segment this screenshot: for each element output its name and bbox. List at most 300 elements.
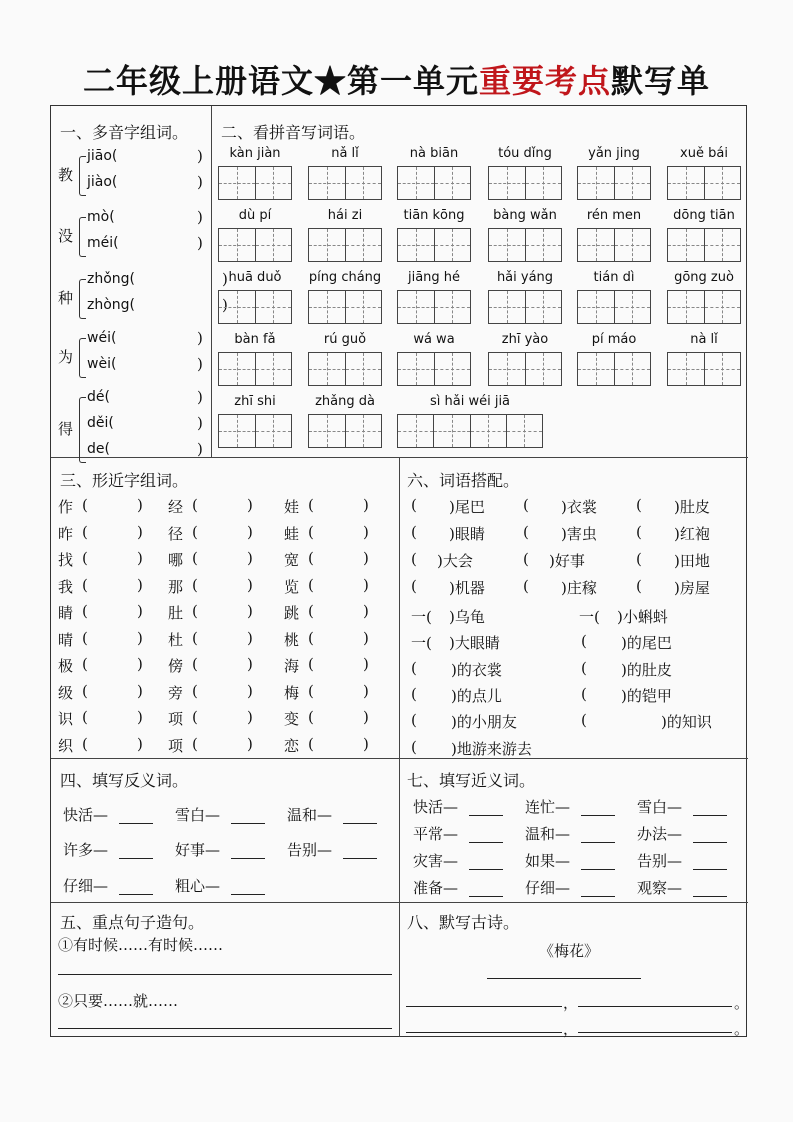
answer-blank[interactable]: [343, 858, 377, 859]
close-paren: ): [197, 440, 203, 458]
similar-char: 跳: [284, 604, 300, 622]
writing-grid[interactable]: [218, 228, 292, 262]
pinyin-label: gōng zuò: [674, 270, 734, 285]
similar-char: 我: [58, 577, 74, 596]
grid-cell[interactable]: [398, 291, 434, 323]
writing-grid[interactable]: [218, 290, 292, 324]
poem-line[interactable]: [406, 1006, 562, 1007]
open-paren: (: [308, 708, 314, 726]
answer-blank[interactable]: [119, 894, 153, 895]
answer-line[interactable]: [58, 1028, 392, 1029]
answer-line[interactable]: [58, 974, 392, 975]
antonym-word: 好事—: [175, 841, 221, 859]
open-paren: (: [523, 550, 529, 568]
grid-cell[interactable]: [219, 167, 255, 199]
open-paren: (: [308, 628, 314, 647]
close-paren: ): [247, 708, 253, 726]
grid-cell[interactable]: [506, 415, 542, 447]
match-word: )大会: [437, 552, 473, 570]
writing-grid[interactable]: [397, 290, 471, 324]
open-paren: (: [581, 684, 587, 703]
antonym-word: 许多—: [63, 841, 109, 859]
answer-blank[interactable]: [581, 815, 615, 816]
close-paren: ): [363, 708, 369, 726]
grid-cell[interactable]: [345, 415, 382, 447]
grid-cell[interactable]: [614, 167, 651, 199]
match-word: )庄稼: [561, 579, 597, 597]
open-paren: (: [82, 549, 88, 567]
answer-blank[interactable]: [469, 896, 503, 897]
similar-char: 宽: [284, 551, 300, 569]
similar-char: 蛙: [284, 524, 300, 543]
similar-char: 径: [168, 524, 184, 543]
open-paren: (: [523, 496, 529, 514]
writing-grid[interactable]: [397, 414, 543, 448]
period: 。: [734, 1020, 750, 1038]
similar-char: 览: [284, 577, 300, 596]
grid-cell[interactable]: [578, 291, 614, 323]
match-word: )好事: [549, 552, 585, 570]
pinyin-reading: jiào(: [87, 174, 118, 190]
grid-cell[interactable]: [668, 353, 704, 385]
close-paren: ): [247, 496, 253, 514]
grid-cell[interactable]: [668, 291, 704, 323]
grid-cell[interactable]: [704, 167, 741, 199]
pinyin-reading: wéi(: [87, 330, 117, 346]
grid-cell[interactable]: [668, 229, 704, 261]
sentence-prompt: ②只要……就……: [58, 992, 179, 1010]
title-part3: 默写单: [611, 62, 711, 100]
grid-cell[interactable]: [704, 229, 741, 261]
writing-grid[interactable]: [308, 166, 382, 200]
pinyin-reading: jiāo(: [87, 148, 118, 164]
pinyin-label: huā duǒ: [228, 270, 282, 285]
answer-blank[interactable]: [581, 896, 615, 897]
polyphone-char: 没: [58, 227, 74, 245]
writing-grid[interactable]: [488, 290, 562, 324]
close-paren: ): [137, 549, 143, 567]
grid-cell[interactable]: [309, 167, 345, 199]
writing-grid[interactable]: [218, 166, 292, 200]
synonym-word: 平常—: [413, 825, 459, 843]
similar-char: 项: [168, 736, 184, 755]
grid-cell[interactable]: [489, 229, 525, 261]
writing-grid[interactable]: [577, 228, 651, 262]
similar-char: 旁: [168, 683, 184, 702]
similar-char: 晴: [58, 630, 74, 649]
grid-cell[interactable]: [470, 415, 506, 447]
similar-char: 作: [58, 498, 74, 516]
grid-cell[interactable]: [219, 353, 255, 385]
pinyin-label: kàn jiàn: [229, 146, 281, 161]
open-paren: (: [581, 658, 587, 677]
pinyin-label: pí máo: [591, 332, 637, 347]
close-paren: ): [222, 296, 228, 314]
pinyin-reading: de(: [87, 441, 110, 457]
pinyin-label: dōng tiān: [673, 208, 735, 223]
grid-cell[interactable]: [345, 167, 382, 199]
grid-cell[interactable]: [614, 229, 651, 261]
grid-cell[interactable]: [255, 353, 292, 385]
open-paren: (: [581, 632, 587, 651]
pinyin-reading: mò(: [87, 209, 115, 225]
similar-char: 桃: [284, 630, 300, 649]
open-paren: (: [308, 734, 314, 753]
open-paren: 一(: [579, 608, 600, 626]
grid-cell[interactable]: [668, 167, 704, 199]
pinyin-label: píng cháng: [308, 270, 382, 285]
close-paren: ): [247, 549, 253, 567]
open-paren: (: [636, 496, 642, 514]
match-word: )肚皮: [674, 498, 710, 516]
polyphone-char: 教: [58, 166, 74, 184]
grid-cell[interactable]: [434, 229, 471, 261]
synonym-word: 雪白—: [637, 798, 683, 816]
match-word: )眼睛: [449, 525, 485, 543]
similar-char: 极: [58, 657, 74, 675]
close-paren: ): [247, 734, 253, 753]
close-paren: ): [222, 270, 228, 288]
pinyin-reading: wèi(: [87, 356, 117, 372]
close-paren: ): [137, 522, 143, 541]
pinyin-label: zhī yào: [501, 332, 549, 347]
writing-grid[interactable]: [308, 414, 382, 448]
writing-grid[interactable]: [577, 290, 651, 324]
pinyin-label: hǎi yáng: [496, 270, 554, 285]
similar-char: 识: [58, 710, 74, 728]
close-paren: ): [137, 655, 143, 673]
answer-blank[interactable]: [231, 858, 265, 859]
writing-grid[interactable]: [218, 352, 292, 386]
grid-cell[interactable]: [614, 353, 651, 385]
poem-author-line[interactable]: [487, 978, 641, 979]
pinyin-label: sì hǎi wéi jiā: [429, 394, 511, 409]
pinyin-label: wá wa: [413, 332, 455, 347]
close-paren: ): [197, 414, 203, 432]
answer-blank[interactable]: [231, 894, 265, 895]
pinyin-label: nà biān: [409, 146, 459, 161]
open-paren: (: [308, 549, 314, 567]
pinyin-label: bàn fǎ: [234, 332, 276, 347]
grid-cell[interactable]: [309, 353, 345, 385]
worksheet: [50, 105, 750, 1038]
similar-char: 恋: [284, 736, 300, 755]
antonym-word: 温和—: [287, 806, 333, 824]
similar-char: 海: [284, 657, 300, 675]
pinyin-reading: děi(: [87, 415, 114, 431]
similar-char: 肚: [168, 604, 184, 622]
match-phrase: )的铠甲: [621, 686, 672, 705]
synonym-word: 仔细—: [525, 879, 571, 897]
poem-title: 《梅花》: [539, 942, 600, 960]
pinyin-label: nà lǐ: [690, 332, 718, 347]
grid-cell[interactable]: [489, 353, 525, 385]
writing-grid[interactable]: [308, 290, 382, 324]
grid-cell[interactable]: [309, 229, 345, 261]
open-paren: (: [308, 602, 314, 620]
pinyin-label: tóu dǐng: [498, 146, 552, 161]
grid-cell[interactable]: [489, 291, 525, 323]
close-paren: ): [137, 496, 143, 514]
open-paren: (: [82, 522, 88, 541]
answer-blank[interactable]: [119, 858, 153, 859]
open-paren: (: [308, 575, 314, 594]
open-paren: (: [192, 496, 198, 514]
similar-char: 经: [168, 498, 184, 516]
close-paren: ): [137, 602, 143, 620]
close-paren: ): [247, 602, 253, 620]
open-paren: (: [82, 496, 88, 514]
open-paren: (: [192, 575, 198, 594]
grid-cell[interactable]: [704, 291, 741, 323]
open-paren: (: [411, 577, 417, 595]
pinyin-label: tiān kōng: [403, 208, 465, 223]
grid-cell[interactable]: [255, 229, 292, 261]
grid-cell[interactable]: [398, 415, 433, 447]
grid-cell[interactable]: [489, 167, 525, 199]
grid-cell[interactable]: [219, 415, 255, 447]
grid-cell[interactable]: [255, 167, 292, 199]
synonym-word: 温和—: [525, 825, 571, 843]
grid-cell[interactable]: [398, 353, 434, 385]
comma: ，: [563, 994, 579, 1012]
answer-blank[interactable]: [693, 869, 727, 870]
divider: [399, 457, 400, 1037]
pinyin-label: bàng wǎn: [493, 208, 557, 223]
writing-grid[interactable]: [397, 228, 471, 262]
writing-grid[interactable]: [667, 166, 741, 200]
close-paren: ): [363, 628, 369, 647]
antonym-word: 粗心—: [175, 877, 221, 895]
antonym-word: 告别—: [287, 841, 333, 859]
close-paren: ): [137, 708, 143, 726]
grid-cell[interactable]: [309, 291, 345, 323]
antonym-word: 仔细—: [63, 877, 109, 895]
open-paren: (: [411, 658, 417, 677]
close-paren: ): [137, 628, 143, 647]
close-paren: ): [247, 575, 253, 594]
open-paren: (: [581, 711, 587, 730]
synonym-word: 办法—: [637, 825, 683, 843]
section1-heading: 一、多音字组词。: [60, 123, 189, 142]
open-paren: (: [192, 602, 198, 620]
writing-grid[interactable]: [397, 166, 471, 200]
grid-cell[interactable]: [398, 229, 434, 261]
open-paren: (: [82, 681, 88, 700]
close-paren: ): [197, 388, 203, 406]
writing-grid[interactable]: [397, 352, 471, 386]
pinyin-label: dù pí: [238, 208, 272, 223]
poem-line[interactable]: [578, 1032, 732, 1033]
writing-grid[interactable]: [488, 166, 562, 200]
grid-cell[interactable]: [309, 415, 345, 447]
writing-grid[interactable]: [308, 228, 382, 262]
brace: [79, 397, 86, 463]
grid-cell[interactable]: [433, 415, 469, 447]
open-paren: (: [523, 577, 529, 595]
pinyin-label: zhī shi: [234, 394, 276, 409]
close-paren: ): [363, 575, 369, 594]
open-paren: (: [82, 575, 88, 594]
similar-char: 梅: [284, 683, 300, 702]
match-word: )衣裳: [561, 498, 597, 516]
close-paren: ): [247, 681, 253, 700]
open-paren: (: [82, 628, 88, 647]
open-paren: (: [308, 522, 314, 541]
similar-char: 那: [168, 577, 184, 596]
similar-char: 项: [168, 710, 184, 728]
similar-char: 织: [58, 736, 74, 755]
section4-heading: 四、填写反义词。: [60, 771, 189, 790]
grid-cell[interactable]: [525, 229, 562, 261]
grid-cell[interactable]: [578, 167, 614, 199]
open-paren: (: [411, 550, 417, 568]
writing-grid[interactable]: [488, 228, 562, 262]
section5-heading: 五、重点句子造句。: [60, 913, 205, 932]
pinyin-label: xuě bái: [680, 146, 728, 161]
section8-heading: 八、默写古诗。: [407, 913, 520, 932]
brace: [79, 279, 86, 319]
pinyin-label: hái zi: [327, 208, 363, 223]
close-paren: ): [247, 522, 253, 541]
writing-grid[interactable]: [667, 228, 741, 262]
grid-cell[interactable]: [219, 229, 255, 261]
grid-cell[interactable]: [704, 353, 741, 385]
writing-grid[interactable]: [667, 290, 741, 324]
grid-cell[interactable]: [255, 291, 292, 323]
poem-line[interactable]: [578, 1006, 732, 1007]
section6-heading: 六、词语搭配。: [407, 471, 520, 490]
antonym-word: 快活—: [63, 806, 109, 824]
synonym-word: 告别—: [637, 852, 683, 870]
synonym-word: 准备—: [413, 879, 459, 897]
open-paren: (: [308, 655, 314, 673]
open-paren: (: [411, 496, 417, 514]
grid-cell[interactable]: [255, 415, 292, 447]
similar-char: 级: [58, 683, 74, 702]
match-phrase: )大眼睛: [449, 634, 500, 653]
answer-blank[interactable]: [693, 842, 727, 843]
answer-blank[interactable]: [581, 869, 615, 870]
writing-grid[interactable]: [577, 166, 651, 200]
antonym-word: 雪白—: [175, 806, 221, 824]
pinyin-label: jiāng hé: [407, 270, 461, 285]
pinyin-label: nǎ lǐ: [331, 146, 359, 161]
grid-cell[interactable]: [434, 353, 471, 385]
open-paren: 一(: [411, 634, 432, 653]
grid-cell[interactable]: [219, 291, 255, 323]
grid-cell[interactable]: [578, 353, 614, 385]
match-phrase: )的衣裳: [451, 660, 502, 679]
sentence-prompt: ①有时候……有时候……: [58, 936, 224, 954]
writing-grid[interactable]: [308, 352, 382, 386]
synonym-word: 快活—: [413, 798, 459, 816]
open-paren: (: [411, 711, 417, 730]
match-phrase: )的点儿: [451, 686, 502, 705]
match-phrase: )的肚皮: [621, 660, 672, 679]
pinyin-label: rén men: [586, 208, 642, 223]
open-paren: 一(: [411, 608, 432, 626]
answer-blank[interactable]: [343, 823, 377, 824]
grid-cell[interactable]: [434, 167, 471, 199]
open-paren: (: [82, 708, 88, 726]
answer-blank[interactable]: [119, 823, 153, 824]
match-phrase: )小蝌蚪: [617, 608, 668, 626]
writing-grid[interactable]: [218, 414, 292, 448]
synonym-word: 如果—: [525, 852, 571, 870]
grid-cell[interactable]: [398, 167, 434, 199]
pinyin-reading: zhòng(: [87, 297, 136, 313]
grid-cell[interactable]: [525, 167, 562, 199]
title-part1: 二年级上册语文★第一单元: [82, 62, 479, 100]
section2-heading: 二、看拼音写词语。: [221, 123, 366, 142]
close-paren: ): [197, 147, 203, 165]
match-phrase: )的尾巴: [621, 634, 672, 653]
close-paren: ): [197, 234, 203, 252]
close-paren: ): [363, 734, 369, 753]
grid-cell[interactable]: [345, 229, 382, 261]
match-phrase: )乌龟: [449, 608, 485, 626]
poem-line[interactable]: [406, 1032, 562, 1033]
brace: [79, 156, 86, 196]
answer-blank[interactable]: [231, 823, 265, 824]
close-paren: ): [137, 734, 143, 753]
grid-cell[interactable]: [614, 291, 651, 323]
answer-blank[interactable]: [693, 815, 727, 816]
answer-blank[interactable]: [469, 869, 503, 870]
writing-grid[interactable]: [667, 352, 741, 386]
answer-blank[interactable]: [693, 896, 727, 897]
open-paren: (: [523, 523, 529, 541]
period: 。: [734, 994, 750, 1012]
divider: [51, 902, 748, 903]
open-paren: (: [192, 522, 198, 541]
grid-cell[interactable]: [578, 229, 614, 261]
open-paren: (: [192, 708, 198, 726]
open-paren: (: [308, 681, 314, 700]
open-paren: (: [82, 602, 88, 620]
close-paren: ): [247, 655, 253, 673]
grid-cell[interactable]: [525, 353, 562, 385]
grid-cell[interactable]: [434, 291, 471, 323]
polyphone-char: 种: [58, 289, 74, 307]
open-paren: (: [411, 523, 417, 541]
pinyin-label: zhǎng dà: [315, 394, 375, 409]
open-paren: (: [636, 523, 642, 541]
answer-blank[interactable]: [469, 815, 503, 816]
close-paren: ): [197, 329, 203, 347]
open-paren: (: [192, 734, 198, 753]
close-paren: ): [363, 602, 369, 620]
answer-blank[interactable]: [469, 842, 503, 843]
match-word: )机器: [449, 579, 485, 597]
writing-grid[interactable]: [577, 352, 651, 386]
match-word: )田地: [674, 552, 710, 570]
open-paren: (: [411, 684, 417, 703]
open-paren: (: [192, 681, 198, 700]
grid-cell[interactable]: [345, 353, 382, 385]
answer-blank[interactable]: [581, 842, 615, 843]
pinyin-reading: zhǒng(: [87, 271, 136, 287]
open-paren: (: [411, 737, 417, 756]
close-paren: ): [197, 355, 203, 373]
pinyin-reading: méi(: [87, 235, 119, 251]
synonym-word: 灾害—: [413, 852, 459, 870]
writing-grid[interactable]: [488, 352, 562, 386]
grid-cell[interactable]: [345, 291, 382, 323]
open-paren: (: [308, 496, 314, 514]
grid-cell[interactable]: [525, 291, 562, 323]
